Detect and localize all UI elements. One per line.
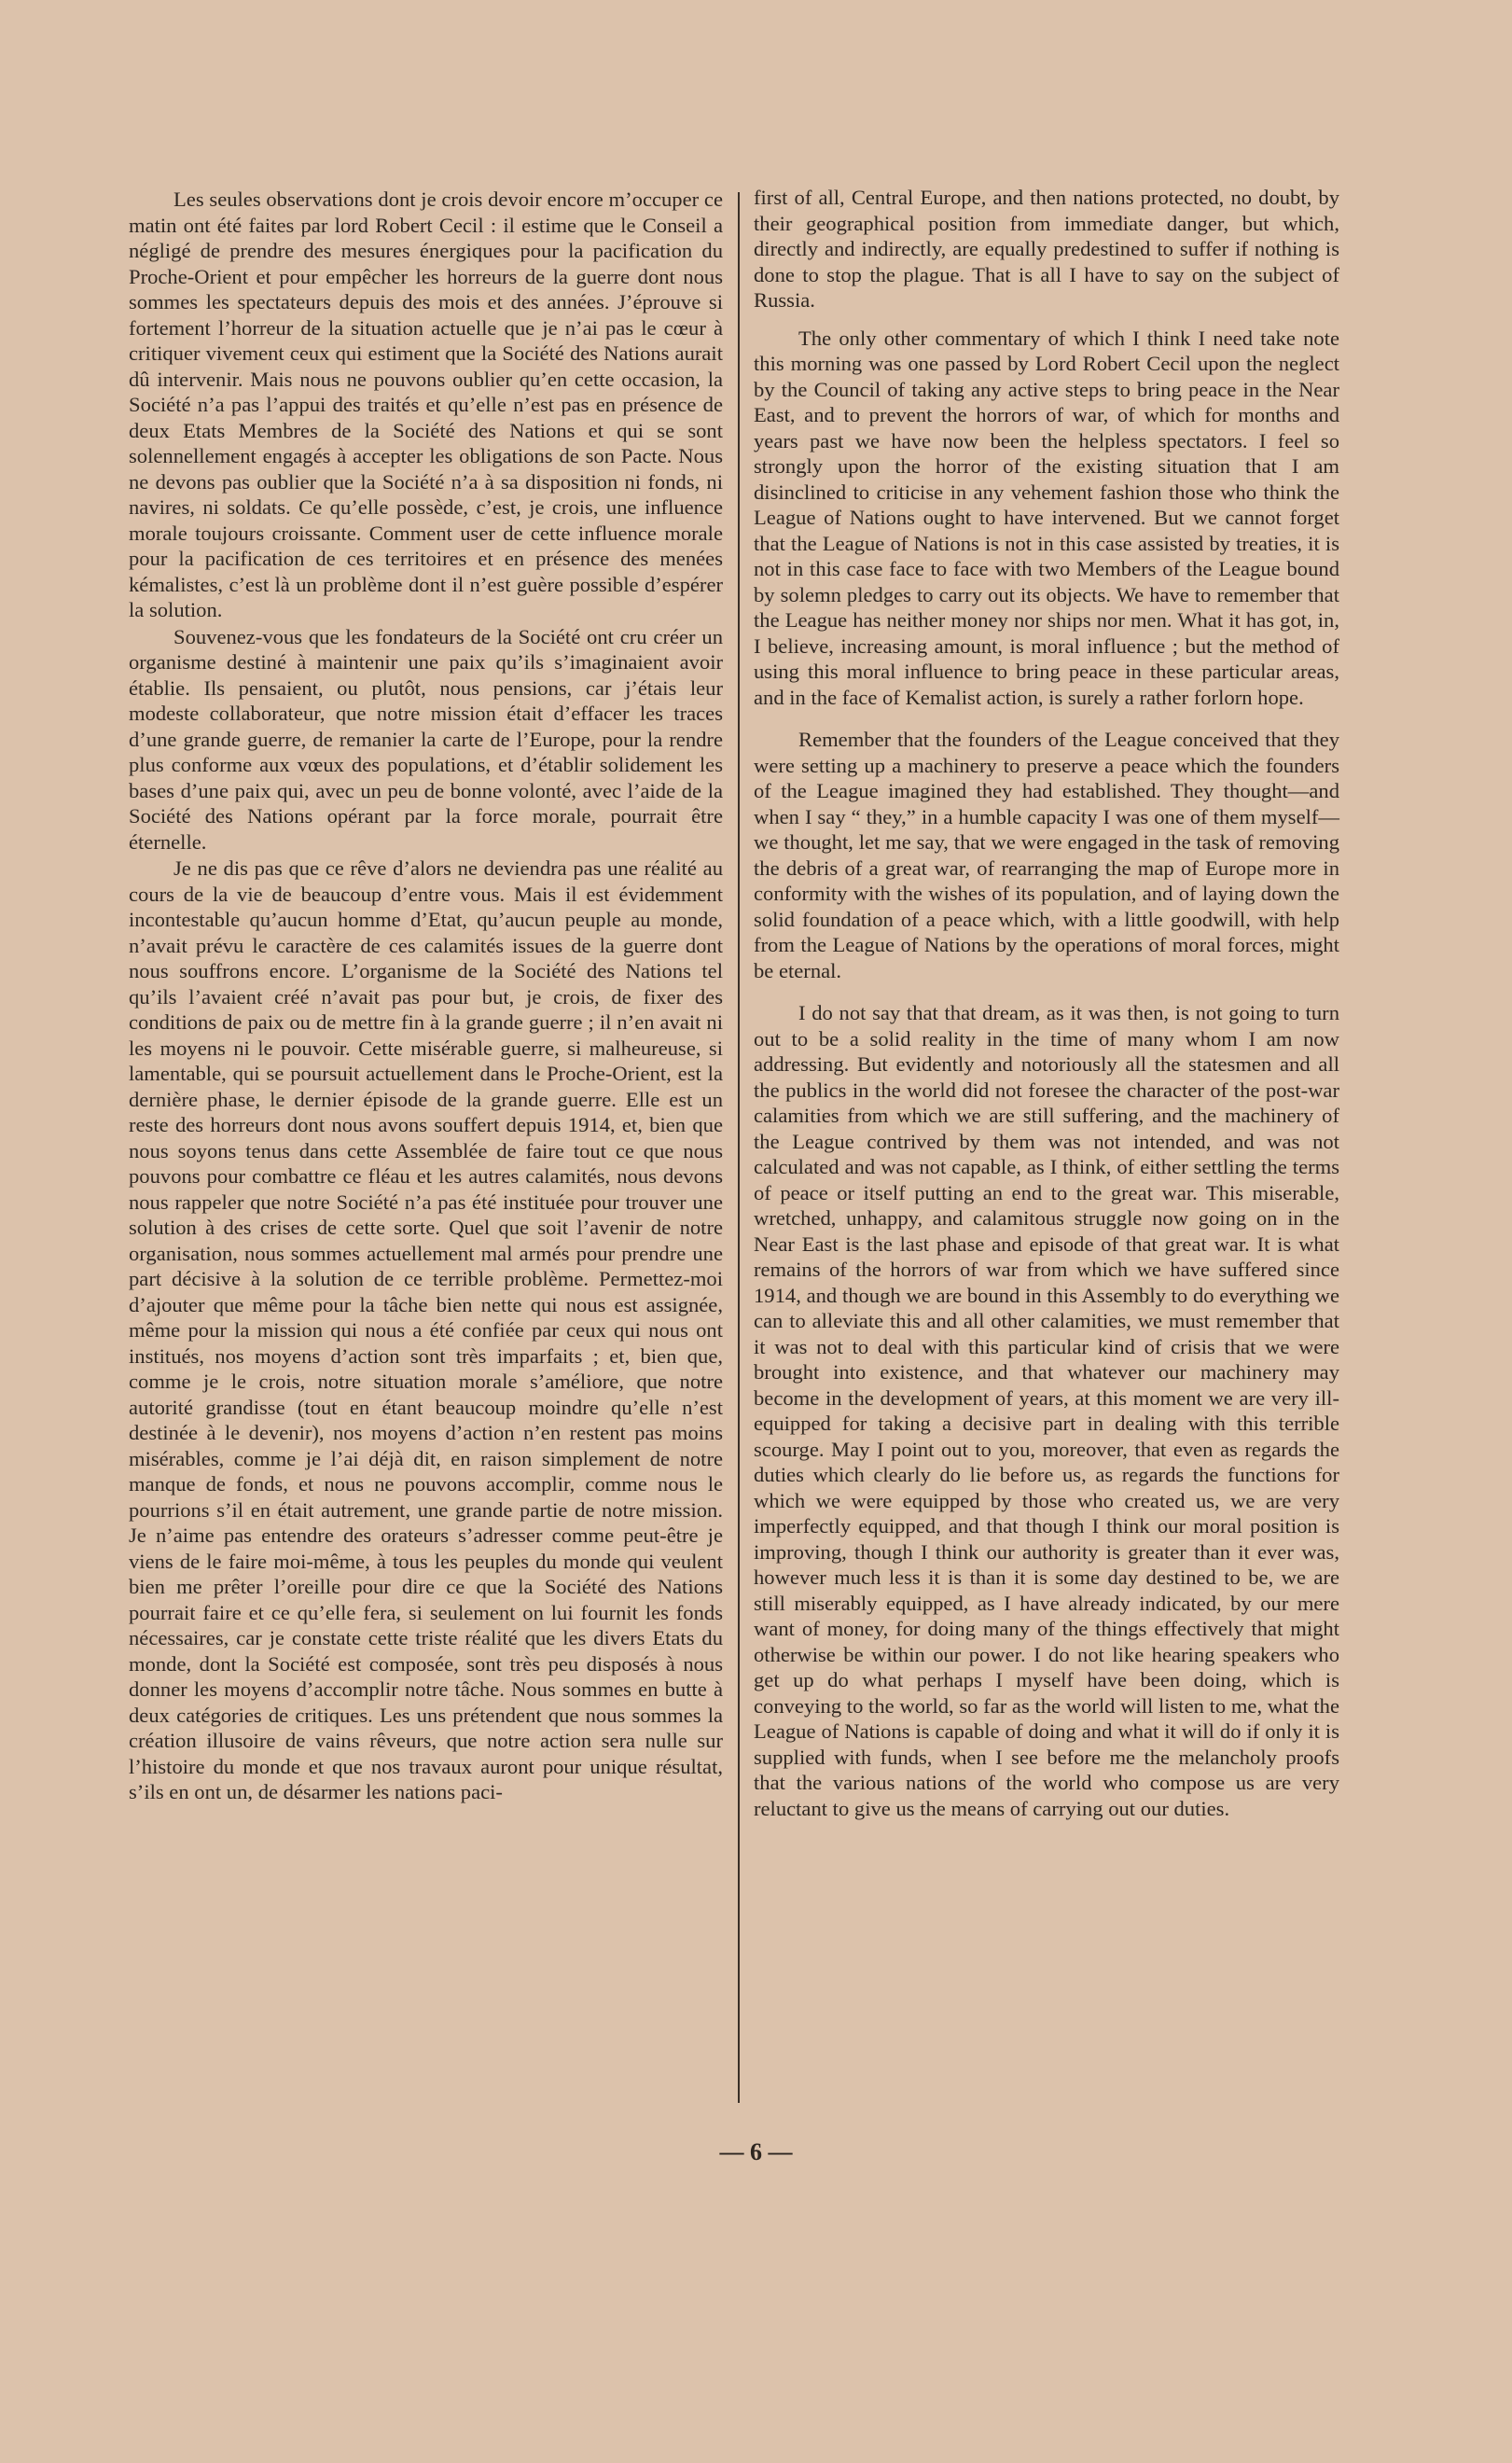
- french-paragraph-3: Je ne dis pas que ce rêve d’alors ne deviendra pas une réalité au cours de la vie de beaucoup d’entre vous. Mais il est évidemment incontestable qu’aucun homme d’Etat, qu’aucun peuple au monde, n’avait prévu le caractère de ces calamités issues de la guerre dont nous souffrons encore. L’organisme de la Société des Nations tel qu’ils l’avaient créé n’avait pas pour but, je crois, de fixer des conditions de paix ou de mettre fin à la grande guerre ; il n’en avait ni les moyens ni le pouvoir. Cette misérable guerre, si malheureuse, si lamentable, qui se poursuit actuellement dans le Proche-Orient, est la dernière phase, le dernier épisode de la grande guerre. Elle est un reste des horreurs dont nous avons souffert depuis 1914, et, bien que nous soyons tenus dans cette Assemblée de faire tout ce que nous pouvons pour combattre ce fléau et les autres calamités, nous devons nous rappeler que notre Société n’a pas été instituée pour trouver une solution à des crises de cette sorte. Quel que soit l’avenir de notre organisation, nous sommes actuellement mal armés pour prendre une part décisive à la solution de ce terrible problème. Permettez-moi d’ajouter que même pour la tâche bien nette qui nous est assignée, même pour la mission qui nous a été confiée par ceux qui nous ont institués, nos moyens d’action sont très imparfaits ; et, bien que, comme je le crois, notre situation morale s’améliore, que notre autorité grandisse (tout en étant beaucoup moindre qu’elle n’est destinée à le devenir), nos moyens d’action n’en restent pas moins misérables, comme je l’ai déjà dit, en raison simplement de notre manque de fonds, et nous ne pouvons accomplir, comme nous le pourrions s’il en était autrement, une grande partie de notre mission. Je n’aime pas entendre des orateurs s’adresser comme peut-être je viens de le faire moi-même, à tous les peuples du monde qui veulent bien me prêter l’oreille pour dire ce que la Société des Nations pourrait faire et ce qu’elle fera, si seulement on lui fournit les fonds nécessaires, car je constate cette triste réalité que les divers Etats du monde, dont la Société est composée, sont très peu disposés à nous donner les moyens d’accomplir notre tâche. Nous sommes en butte à deux catégories de critiques. Les uns prétendent que nous sommes la création illusoire de vains rêveurs, que notre action sera nulle sur l’histoire du monde et que nos travaux auront pour unique résultat, s’ils en ont un, de désarmer les nations paci-: [129, 856, 723, 1803]
- english-paragraph-1: first of all, Central Europe, and then nations protected, no doubt, by their geographical position from immediate danger, but which, directly and indirectly, are equally predestined to suffer if nothing is done to stop the plague. That is all I have to say on the subject of Russia.: [754, 186, 1339, 312]
- french-paragraph-2: Souvenez-vous que les fondateurs de la Société ont cru créer un organisme destiné à maintenir une paix qu’ils s’imaginaient avoir établie. Ils pensaient, ou plutôt, nous pensions, car j’étais leur modeste collaborateur, que notre mission était d’effacer les traces d’une grande guerre, de remanier la carte de l’Europe, pour la rendre plus conforme aux vœux des populations, et d’établir solidement les bases d’une paix qui, avec un peu de bonne volonté, avec l’aide de la Société des Nations opérant par la force morale, pourrait être éternelle.: [129, 624, 723, 854]
- english-column: [754, 185, 1339, 1838]
- french-column: [129, 187, 723, 1806]
- english-paragraph-4: I do not say that that dream, as it was then, is not going to turn out to be a solid reality in the time of many whom I am now addressing. But evidently and notoriously all the statesmen and all the publics in the world did not foresee the character of the post-war calamities from which we are still suffering, and the machinery of the League contrived by them was not intended, and was not calculated and was not capable, as I think, of either settling the terms of peace or itself putting an end to the great war. This miserable, wretched, unhappy, and calamitous struggle now going on in the Near East is the last phase and episode of that great war. It is what remains of the horrors of war from which we have suffered since 1914, and though we are bound in this Assembly to do everything we can to alleviate this and all other calamities, we must remember that it was not to deal with this particular kind of crisis that we were brought into existence, and that whatever our machinery may become in the development of years, at this moment we are very ill-equipped for taking a decisive part in dealing with this terrible scourge. May I point out to you, moreover, that even as regards the duties which clearly do lie before us, as regards the functions for which we were equipped by those who created us, we are very imperfectly equipped, and that though I think our moral position is improving, though I think our authority is greater than it ever was, however much less it is than it is some day destined to be, we are still miserably equipped, as I have already indicated, by our mere want of money, for doing many of the things effectively that might otherwise be within our power. I do not like hearing speakers who get up do what perhaps I myself have been doing, which is conveying to the world, so far as the world will listen to me, what the League of Nations is capable of doing and what it will do if only it is supplied with funds, when I see before me the melancholy proofs that the various nations of the world who compose us are very reluctant to give us the means of carrying out our duties.: [754, 1001, 1339, 1820]
- page-number: — 6 —: [719, 2138, 793, 2165]
- column-divider: [738, 192, 740, 2103]
- french-paragraph-1: Les seules observations dont je crois devoir encore m’occuper ce matin ont été faites par lord Robert Cecil : il estime que le Conseil a négligé de prendre des mesures énergiques pour la pacification du Proche-Orient et pour empêcher les horreurs de la guerre dont nous sommes les spectateurs depuis des mois et des années. J’éprouve si fortement l’horreur de la situation actuelle que je n’ai pas le cœur à critiquer vivement ceux qui estiment que la Société des Nations aurait dû intervenir. Mais nous ne pouvons oublier qu’en cette occasion, la Société n’a pas l’appui des traités et qu’elle n’est pas en présence de deux Etats Membres de la Société des Nations et qui se sont solennellement engagés à accepter les obligations de son Pacte. Nous ne devons pas oublier que la Société n’a à sa disposition ni fonds, ni navires, ni soldats. Ce qu’elle possède, c’est, je crois, une influence morale toujours croissante. Comment user de cette influence morale pour la pacification de ces territoires et en présence des menées kémalistes, c’est là un problème dont il n’est guère possible d’espérer la solution.: [129, 188, 723, 621]
- english-paragraph-3: Remember that the founders of the League conceived that they were setting up a machinery to preserve a peace which the founders of the League imagined they had established. They thought—and when I say “ they,” in a humble capacity I was one of them myself—we thought, let me say, that we were engaged in the task of removing the debris of a great war, of rearranging the map of Europe more in conformity with the wishes of its population, and of laying down the solid foundation of a peace which, with a little goodwill, with help from the League of Nations by the operations of moral forces, might be eternal.: [754, 728, 1339, 982]
- english-paragraph-2: The only other commentary of which I think I need take note this morning was one passed by Lord Robert Cecil upon the neglect by the Council of taking any active steps to bring peace in the Near East, and to prevent the horrors of war, of which for months and years past we have now been the helpless spectators. I feel so strongly upon the horror of the existing situation that I am disinclined to criticise in any vehement fashion those who think the League of Nations ought to have intervened. But we cannot forget that the League of Nations is not in this case assisted by treaties, it is not in this case face to face with two Members of the League bound by solemn pledges to carry out its objects. We have to remember that the League has neither money nor ships nor men. What it has got, in, I believe, increasing amount, is moral influence ; but the method of using this moral influence to bring peace in these particular areas, and in the face of Kemalist action, is surely a rather forlorn hope.: [754, 326, 1339, 709]
